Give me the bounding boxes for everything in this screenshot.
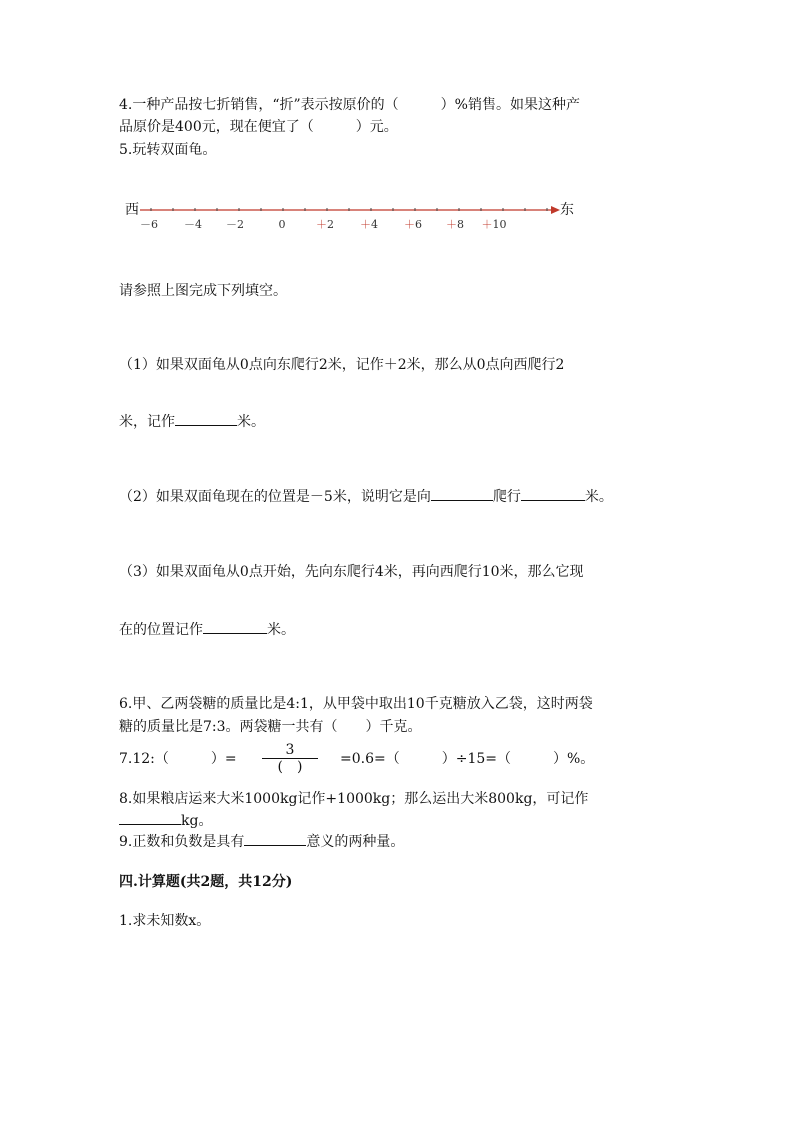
q9-text-b: 意义的两种量。 — [306, 834, 405, 850]
q4-line1: 4.一种产品按七折销售，“折”表示按原价的（ ）%销售。如果这种产 — [119, 97, 580, 113]
fraction-numerator: 3 — [285, 742, 295, 758]
q5-sub1-text-b: 米。 — [237, 414, 265, 430]
q5-instruction: 请参照上图完成下列填空。 — [119, 283, 287, 299]
number-line-tick-label: －6 — [140, 218, 158, 231]
q7-part-a: 7.12:（ ）= — [119, 751, 237, 767]
q5-sub1-line1: （1）如果双面龟从0点向东爬行2米，记作＋2米，那么从0点向西爬行2 — [119, 357, 565, 373]
number-line-tick-label: ＋6 — [404, 218, 422, 231]
number-line-tick-label: －4 — [184, 218, 202, 231]
number-line-tick-label: ＋4 — [360, 218, 378, 231]
west-label: 西 — [125, 202, 139, 218]
number-line-tick-label: ＋2 — [316, 218, 334, 231]
number-line — [0, 0, 794, 260]
number-line-arrow — [551, 206, 560, 214]
q9 — [119, 831, 404, 852]
q5-sub3-line1: （3）如果双面龟从0点开始，先向东爬行4米，再向西爬行10米，那么它现 — [119, 564, 584, 580]
q5-sub3-text-a: 在的位置记作 — [119, 622, 203, 638]
q5-sub1-text-a: 米，记作 — [119, 414, 175, 430]
q5-sub2-text-a: （2）如果双面龟现在的位置是－5米，说明它是向 — [119, 489, 431, 505]
number-line-tick-label: 0 — [278, 218, 286, 231]
q4-line2: 品原价是400元，现在便宜了（ ）元。 — [119, 119, 398, 135]
answer-blank[interactable] — [203, 619, 267, 634]
q8-line1: 8.如果粮店运来大米1000kg记作+1000kg；那么运出大米800kg，可记作 — [119, 791, 589, 807]
answer-blank[interactable] — [244, 831, 306, 846]
q5-title: 5.玩转双面龟。 — [119, 142, 217, 158]
q5-sub3-text-b: 米。 — [267, 622, 295, 638]
q8-text-b: kg。 — [181, 813, 213, 829]
q5-sub3-line2 — [119, 619, 295, 640]
q5-sub2 — [119, 486, 613, 507]
q6-line2: 糖的质量比是7:3。两袋糖一共有（ ）千克。 — [119, 719, 422, 735]
fraction — [262, 742, 318, 776]
q5-sub2-text-b: 爬行 — [492, 489, 521, 505]
number-line-tick-label: ＋10 — [481, 218, 507, 231]
answer-blank[interactable] — [175, 411, 237, 426]
east-label: 东 — [560, 202, 574, 218]
q6-line1: 6.甲、乙两袋糖的质量比是4:1，从甲袋中取出10千克糖放入乙袋，这时两袋 — [119, 696, 593, 712]
q5-sub1-line2 — [119, 411, 265, 432]
section-heading: 四.计算题(共2题，共12分) — [119, 874, 293, 890]
q9-text-a: 9.正数和负数是具有 — [119, 834, 245, 850]
q8-line2 — [119, 810, 212, 831]
number-line-tick-label: ＋8 — [446, 218, 464, 231]
answer-blank[interactable] — [119, 810, 181, 825]
q5-sub2-text-c: 米。 — [584, 489, 613, 505]
answer-blank[interactable] — [431, 486, 493, 501]
number-line-tick-label: －2 — [226, 218, 244, 231]
section4-q1: 1.求未知数x。 — [119, 913, 211, 929]
q7-part-b: =0.6=（ ）÷15=（ ）%。 — [340, 751, 595, 767]
fraction-denominator: ( ) — [262, 758, 318, 776]
answer-blank[interactable] — [521, 486, 585, 501]
